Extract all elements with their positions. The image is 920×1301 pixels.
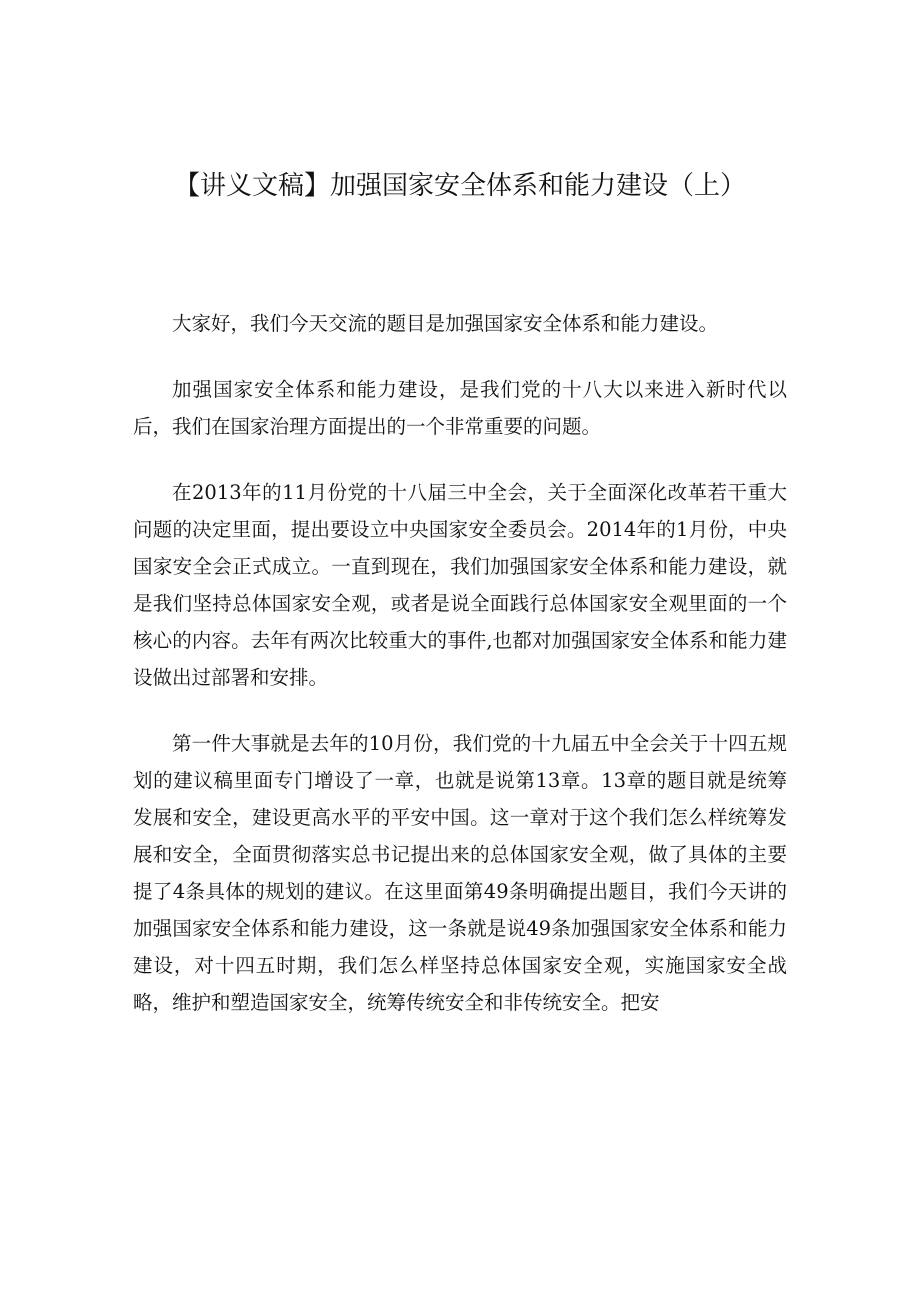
paragraph-4: 第一件大事就是去年的10月份，我们党的十九届五中全会关于十四五规划的建议稿里面专门增设了一章，也就是说第13章。13章的题目就是统筹发展和安全，建设更高水平的平安中国。这一章对于这个我们怎么样统筹发展和安全，全面贯彻落实总书记提出来的总体国家安全观，做了具体的主要提了4条具体的规划的建议。在这里面第49条明确提出题目，我们今天讲的加强国家安全体系和能力建设，这一条就是说49条加强国家安全体系和能力建设，对十四五时期，我们怎么样坚持总体国家安全观，实施国家安全战略，维护和塑造国家安全，统筹传统安全和非传统安全。把安 [133, 732, 787, 1014]
paragraph-1: 大家好，我们今天交流的题目是加强国家安全体系和能力建设。 [172, 312, 719, 335]
paragraph-3: 在2013年的11月份党的十八届三中全会，关于全面深化改革若干重大问题的决定里面，提出要设立中央国家安全委员会。2014年的1月份，中央国家安全会正式成立。一直到现在，我们加强国家安全体系和能力建设，就是我们坚持总体国家安全观，或者是说全面践行总体国家安全观里面的一个核心的内容。去年有两次比较重大的事件,也都对加强国家安全体系和能力建设做出过部署和安排。 [133, 481, 787, 689]
document-title: 【讲义文稿】加强国家安全体系和能力建设（上） [173, 171, 746, 201]
document-body [133, 305, 787, 1050]
paragraph-2: 加强国家安全体系和能力建设，是我们党的十八大以来进入新时代以后，我们在国家治理方面提出的一个非常重要的问题。 [133, 378, 787, 438]
